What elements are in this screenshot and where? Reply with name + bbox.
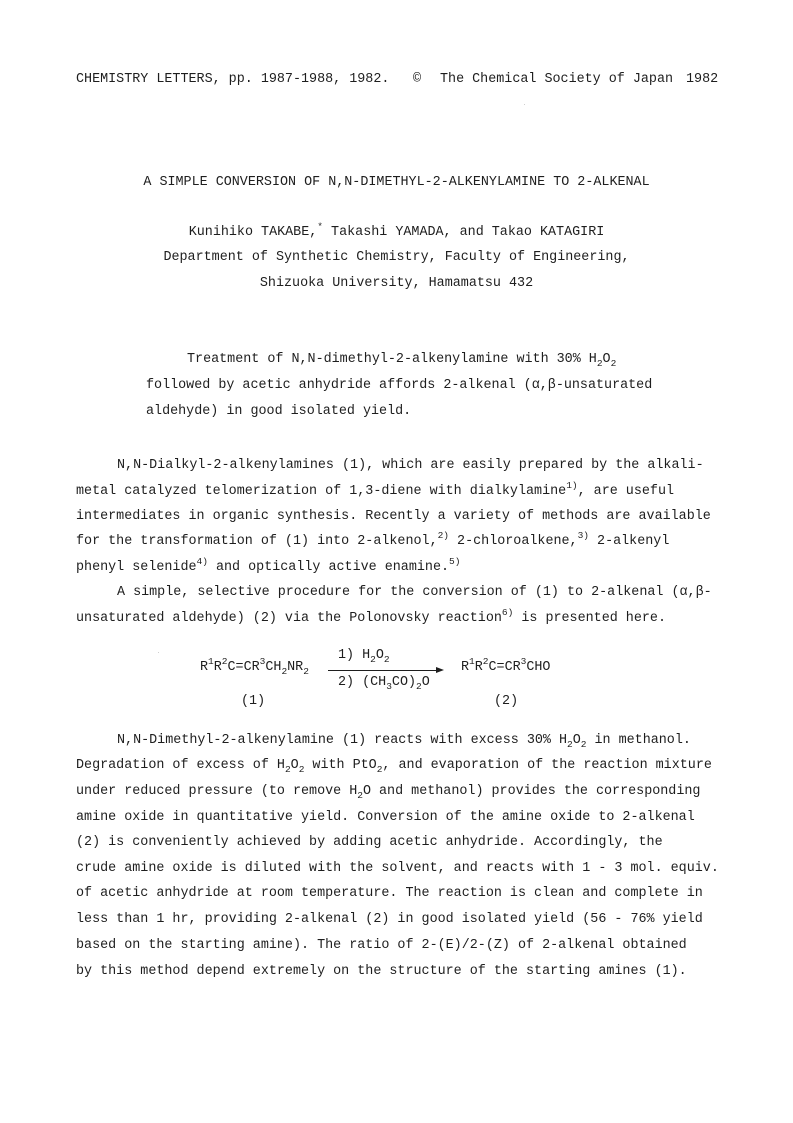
para3-line-2: Degradation of excess of $H_2O_2$ with PtO$_2$, and evaporation of the reaction mixture — [76, 758, 712, 775]
running-header-society: The Chemical Society of Japan — [440, 72, 674, 87]
para3-line-5: (2) is conveniently achieved by adding acetic anhydride. Accordingly, the — [76, 835, 663, 850]
copyright-symbol: © — [413, 72, 422, 87]
citation-ref: 1) — [566, 480, 578, 491]
scan-speck — [158, 652, 159, 653]
citation-ref: 2) — [437, 530, 450, 541]
corresponding-author-mark: * — [317, 221, 323, 232]
para3-line-6: crude amine oxide is diluted with the solvent, and reacts with 1 - 3 mol. equiv. — [76, 861, 719, 876]
para1-line-4: for the transformation of (1) into 2-alkenol,$^{2)}$ 2-chloroalkene,$^{3)}$ 2-alkenyl — [76, 530, 670, 549]
abstract-line-3: aldehyde) in good isolated yield. — [146, 404, 412, 419]
para3-line-9: based on the starting amine). The ratio of 2-(E)/2-(Z) of 2-alkenal obtained — [76, 938, 687, 953]
reaction-arrow — [328, 670, 436, 671]
citation-ref: 4) — [196, 556, 208, 567]
para1-line-5: phenyl selenide$^{4)}$ and optically active enamine.$^{5)}$ — [76, 556, 461, 575]
running-header-journal: CHEMISTRY LETTERS, pp. 1987-1988, 1982. — [76, 72, 390, 87]
para3-line-4: amine oxide in quantitative yield. Conversion of the amine oxide to 2-alkenal — [76, 810, 695, 825]
author-list — [0, 221, 793, 240]
author-others: Takashi YAMADA, and Takao KATAGIRI — [331, 225, 605, 240]
paper-title: A SIMPLE CONVERSION OF N,N-DIMETHYL-2-ALKENYLAMINE TO 2-ALKENAL — [143, 175, 650, 190]
para2-line-1: A simple, selective procedure for the conversion of (1) to 2-alkenal (α,β- — [117, 585, 712, 600]
citation-ref: 5) — [449, 556, 461, 567]
citation-ref: 3) — [577, 530, 589, 541]
scheme-reagent-1: 1) $H_2O_2$ — [338, 648, 390, 665]
author-first: Kunihiko TAKABE, — [188, 225, 318, 240]
scheme-reactant: $R^1R^2C=CR^3CH_2NR_2$ — [200, 656, 309, 677]
scheme-product: $R^1R^2C=CR^3CHO$ — [461, 656, 551, 675]
scan-speck — [524, 104, 525, 105]
abstract-line-2: followed by acetic anhydride affords 2-alkenal (α,β-unsaturated — [146, 378, 653, 393]
citation-ref: 6) — [501, 607, 514, 618]
para3-line-1: N,N-Dimethyl-2-alkenylamine (1) reacts with excess 30% $H_2O_2$ in methanol. — [117, 733, 691, 750]
arrow-head-icon — [436, 667, 444, 673]
para3-line-10: by this method depend extremely on the structure of the starting amines (1). — [76, 964, 687, 979]
scheme-label-product: (2) — [494, 694, 519, 709]
scheme-label-reactant: (1) — [241, 694, 266, 709]
running-header-year: 1982 — [686, 72, 719, 87]
affiliation-line-1: Department of Synthetic Chemistry, Faculty of Engineering, — [163, 250, 630, 265]
para2-line-2: unsaturated aldehyde) (2) via the Polonovsky reaction$^{6)}$ is presented here. — [76, 607, 666, 626]
para1-line-2: metal catalyzed telomerization of 1,3-diene with dialkylamine$^{1)}$, are useful — [76, 480, 675, 499]
para1-line-3: intermediates in organic synthesis. Recently a variety of methods are available — [76, 509, 711, 524]
para3-line-7: of acetic anhydride at room temperature. The reaction is clean and complete in — [76, 886, 703, 901]
affiliation-line-2: Shizuoka University, Hamamatsu 432 — [259, 276, 534, 291]
para3-line-3: under reduced pressure (to remove $H_2O$ and methanol) provides the corresponding — [76, 784, 701, 801]
abstract-line-1: Treatment of N,N-dimethyl-2-alkenylamine with 30% $H_2O_2$ — [187, 352, 617, 369]
para1-line-1: N,N-Dialkyl-2-alkenylamines (1), which are easily prepared by the alkali- — [117, 458, 704, 473]
scheme-reagent-2: 2) $(CH_3CO)_2O$ — [338, 675, 430, 692]
para3-line-8: less than 1 hr, providing 2-alkenal (2) in good isolated yield (56 - 76% yield — [76, 912, 703, 927]
